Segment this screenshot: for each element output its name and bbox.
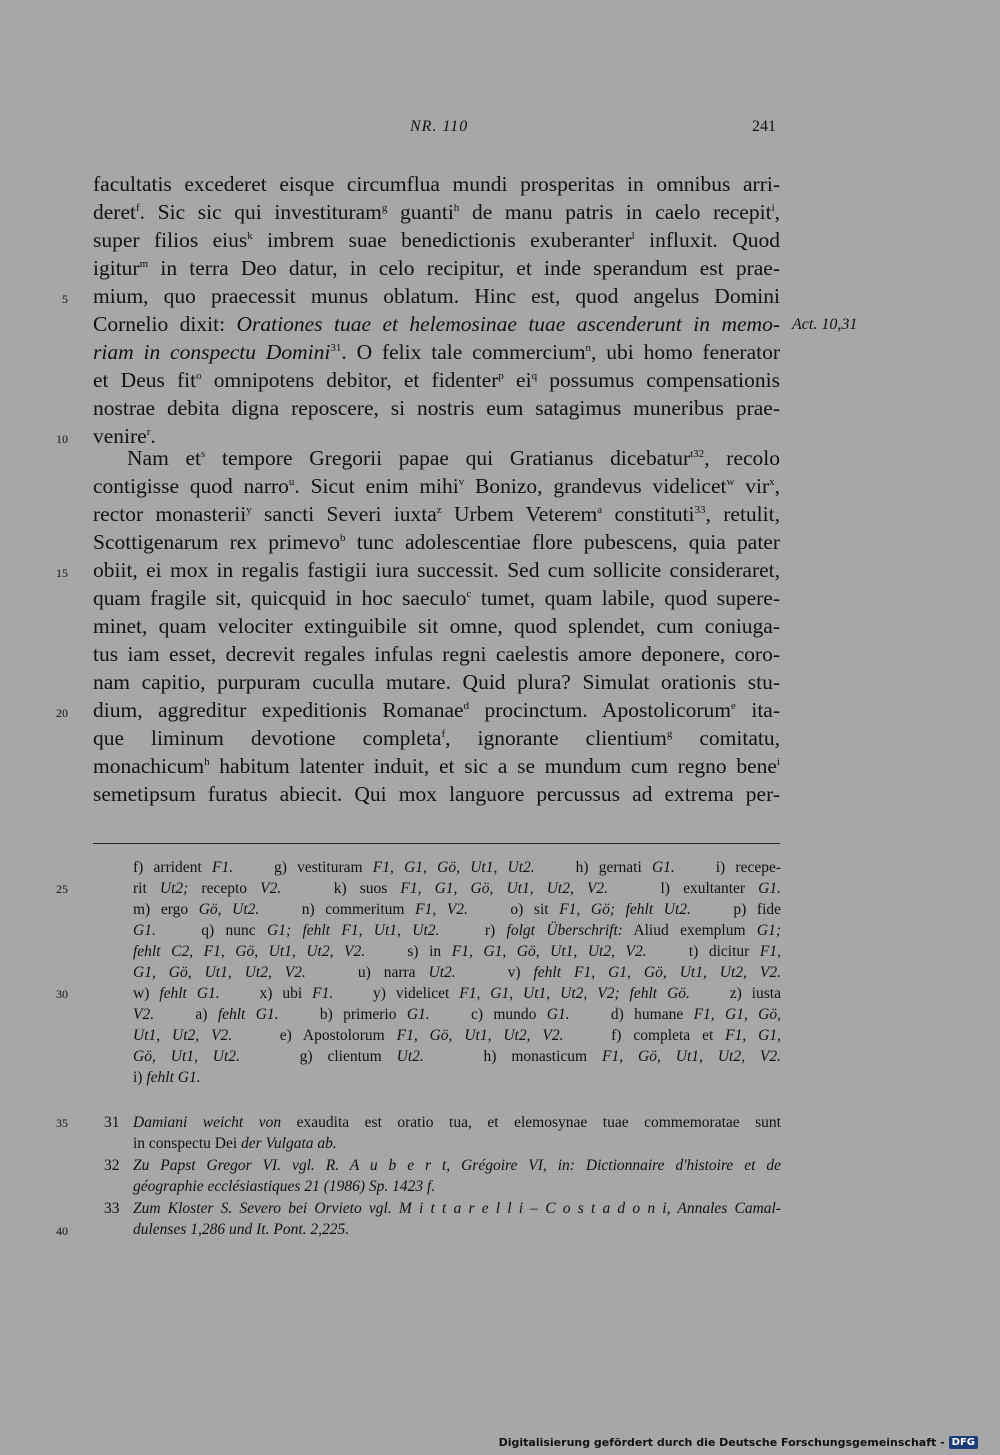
text-line: igitur$^m$ in terra Deo datur, in celo recipitur, et inde sperandum est prae- — [93, 256, 780, 280]
note-line: dulenses 1,286 und It. Pont. 2,225. — [133, 1221, 350, 1238]
footnote-rule — [93, 843, 780, 844]
text-line: rector monasterii$^y$ sancti Severi iuxta$^z$ Urbem Veterem$^a$ constituti$^{33}$, retulit, — [93, 502, 780, 526]
apparatus-line: fehlt C2, F1, Gö, Ut1, Ut2, V2. s) in F1, G1, Gö, Ut1, Ut2, V2. t) dicitur F1, — [133, 943, 781, 960]
note-line: Zum Kloster S. Severo bei Orvieto vgl. M i t t a r e l l i – C o s t a d o n i, Annales Camal- — [133, 1200, 781, 1217]
text-line: deret$^f$. Sic sic qui investituram$^g$ guanti$^h$ de manu patris in caelo recepit$^i$, — [93, 200, 780, 224]
text-line: que liminum devotione completa$^f$, ignorante clientium$^g$ comitatu, — [93, 726, 780, 750]
note-number: 33 — [104, 1200, 120, 1217]
text-line: nostrae debita digna reposcere, si nostris eum satagimus muneribus prae- — [93, 396, 780, 420]
running-header — [0, 118, 1000, 142]
text-line: mium, quo praecessit munus oblatum. Hinc est, quod angelus Domini — [93, 284, 780, 308]
apparatus-line: f) arrident F1. g) vestituram F1, G1, Gö, Ut1, Ut2. h) gernati G1. i) recepe- — [133, 859, 782, 876]
text-line: obiit, ei mox in regalis fastigii iura successit. Sed cum sollicite consideraret, — [93, 558, 780, 582]
line-number: 20 — [56, 706, 68, 720]
text-line: riam in conspectu Domini$^{31}$. O felix tale commercium$^n$, ubi homo fenerator — [93, 340, 781, 364]
apparatus-line: Ut1, Ut2, V2. e) Apostolorum F1, Gö, Ut1, Ut2, V2. f) completa et F1, G1, — [133, 1027, 781, 1044]
text-line: Nam $et^s$ tempore Gregorii papae qui Gratianus dicebatur$^{t32}$, recolo — [127, 446, 781, 470]
text-line: minet, quam velociter extinguibile sit omne, quod splendet, cum coniuga- — [93, 614, 780, 638]
footer-text: Digitalisierung gefördert durch die Deutsche Forschungsgemeinschaft - — [498, 1436, 945, 1449]
note-line: géographie ecclésiastiques 21 (1986) Sp. 1423 f. — [133, 1178, 436, 1195]
text-line: semetipsum furatus abiecit. Qui mox languore percussus ad extrema per- — [93, 782, 780, 806]
line-number: 10 — [56, 432, 68, 446]
apparatus-line: i) fehlt G1. — [133, 1069, 201, 1086]
text-line: dium, aggreditur expeditionis Romanae$^d$ procinctum. Apostolicorum$^e$ ita- — [93, 698, 781, 722]
page-number: 241 — [752, 118, 776, 135]
text-line: super filios eius$^k$ imbrem suae benedictionis exuberanter$^l$ influxit. Quod — [93, 228, 780, 252]
header-title: NR. 110 — [410, 118, 469, 135]
line-number: 15 — [56, 566, 68, 580]
line-number: 5 — [62, 292, 68, 306]
line-number: 40 — [56, 1224, 68, 1238]
apparatus-line: V2. a) fehlt G1. b) primerio G1. c) mundo G1. d) humane F1, G1, Gö, — [133, 1006, 781, 1023]
margin-reference: Act. 10,31 — [792, 316, 858, 333]
text-line: nam capitio, purpuram cuculla mutare. Quid plura? Simulat orationis stu- — [93, 670, 780, 694]
apparatus-line: rit Ut2; recepto V2. k) suos F1, G1, Gö, Ut1, Ut2, V2. l) exultanter G1. — [133, 880, 781, 897]
digitization-footer — [499, 1436, 978, 1449]
text-line: contigisse quod narro$^u$. Sicut enim mihi$^v$ Bonizo, grandevus videlicet$^w$ vir$^x$, — [93, 474, 780, 498]
note-line: Damiani weicht von exaudita est oratio tua, et elemosynae tuae commemoratae sunt — [133, 1114, 781, 1131]
text-line: et Deus fit$^o$ omnipotens debitor, et fidenter$^p$ $ei^q$ possumus compensationis — [93, 368, 780, 392]
line-number: 35 — [56, 1116, 68, 1130]
note-line: Zu Papst Gregor VI. vgl. R. A u b e r t, Grégoire VI, in: Dictionnaire d'histoire et de — [133, 1157, 781, 1174]
apparatus-line: w) fehlt G1. x) ubi F1. y) videlicet F1, G1, Ut1, Ut2, V2; fehlt Gö. z) iusta — [133, 985, 781, 1002]
text-line: monachicum$^h$ habitum latenter induit, et sic a se mundum cum regno bene$^i$ — [93, 754, 780, 778]
apparatus-line: G1. q) nunc G1; fehlt F1, Ut1, Ut2. r) folgt Überschrift: Aliud exemplum G1; — [133, 922, 781, 939]
line-number: 25 — [56, 882, 68, 896]
note-number: 31 — [104, 1114, 120, 1131]
text-line: venire$^r$. — [93, 424, 156, 448]
apparatus-line: G1, Gö, Ut1, Ut2, V2. u) narra Ut2. v) fehlt F1, G1, Gö, Ut1, Ut2, V2. — [133, 964, 782, 981]
text-line: facultatis excederet eisque circumflua mundi prosperitas in omnibus arri- — [93, 172, 780, 196]
line-number: 30 — [56, 987, 68, 1001]
apparatus-line: Gö, Ut1, Ut2. g) clientum Ut2. h) monasticum F1, Gö, Ut1, Ut2, V2. — [133, 1048, 781, 1065]
apparatus-line: m) ergo Gö, Ut2. n) commeritum F1, V2. o) sit F1, Gö; fehlt Ut2. p) fide — [133, 901, 782, 918]
note-line: in conspectu Dei der Vulgata ab. — [133, 1135, 337, 1152]
text-line: Scottigenarum rex primevo$^b$ tunc adolescentiae flore pubescens, quia pater — [93, 530, 780, 554]
dfg-logo: DFG — [949, 1436, 978, 1449]
text-line: Cornelio dixit: Orationes tuae et helemosinae tuae ascenderunt in memo- — [93, 312, 780, 336]
text-line: tus iam esset, decrevit regales infulas regni caelestis amore deponere, coro- — [93, 642, 780, 666]
text-line: quam fragile sit, quicquid in hoc saeculo$^c$ tumet, quam labile, quod supere- — [93, 586, 781, 610]
note-number: 32 — [104, 1157, 120, 1174]
